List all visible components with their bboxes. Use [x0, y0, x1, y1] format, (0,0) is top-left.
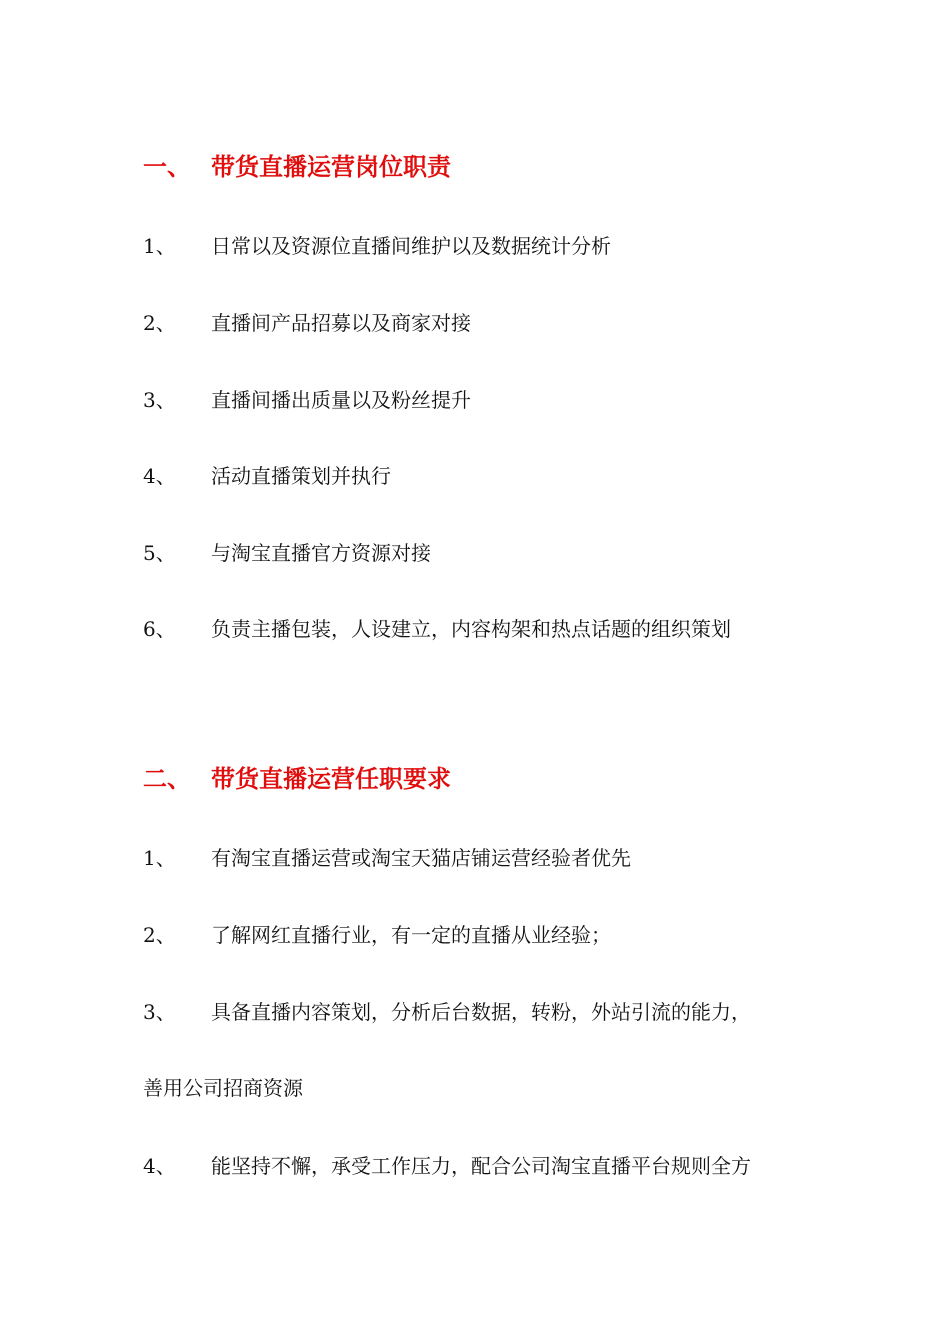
requirement-item-4	[143, 1152, 751, 1180]
section-1-number: 一、	[143, 152, 191, 181]
item-number: 5、	[143, 541, 176, 565]
section-2-number: 二、	[143, 764, 191, 793]
item-number: 1、	[143, 846, 176, 870]
item-text: 具备直播内容策划，分析后台数据，转粉，外站引流的能力，	[211, 1000, 751, 1024]
duty-item-6	[143, 615, 731, 643]
duty-item-5	[143, 539, 431, 567]
item-number: 4、	[143, 464, 176, 488]
section-2-heading	[143, 764, 451, 794]
duty-item-4	[143, 462, 391, 490]
requirement-item-1	[143, 844, 631, 872]
requirement-item-3	[143, 998, 751, 1026]
section-1-title: 带货直播运营岗位职责	[211, 152, 451, 181]
requirement-item-3-continuation: 善用公司招商资源	[143, 1076, 303, 1100]
item-text: 与淘宝直播官方资源对接	[211, 541, 431, 565]
item-number: 1、	[143, 234, 176, 258]
section-1-heading	[143, 152, 451, 182]
item-text: 活动直播策划并执行	[211, 464, 391, 488]
item-text: 有淘宝直播运营或淘宝天猫店铺运营经验者优先	[211, 846, 631, 870]
duty-item-1	[143, 232, 611, 260]
item-number: 6、	[143, 617, 176, 641]
item-number: 2、	[143, 311, 176, 335]
item-number: 4、	[143, 1154, 176, 1178]
item-text: 了解网红直播行业，有一定的直播从业经验；	[211, 923, 611, 947]
item-number: 3、	[143, 1000, 176, 1024]
duty-item-2	[143, 309, 471, 337]
item-text: 直播间产品招募以及商家对接	[211, 311, 471, 335]
item-text: 能坚持不懈，承受工作压力，配合公司淘宝直播平台规则全方	[211, 1154, 751, 1178]
section-2-title: 带货直播运营任职要求	[211, 764, 451, 793]
item-text: 直播间播出质量以及粉丝提升	[211, 388, 471, 412]
item-text: 日常以及资源位直播间维护以及数据统计分析	[211, 234, 611, 258]
requirement-item-2	[143, 921, 611, 949]
duty-item-3	[143, 386, 471, 414]
item-number: 2、	[143, 923, 176, 947]
item-number: 3、	[143, 388, 176, 412]
item-text: 负责主播包装，人设建立，内容构架和热点话题的组织策划	[211, 617, 731, 641]
